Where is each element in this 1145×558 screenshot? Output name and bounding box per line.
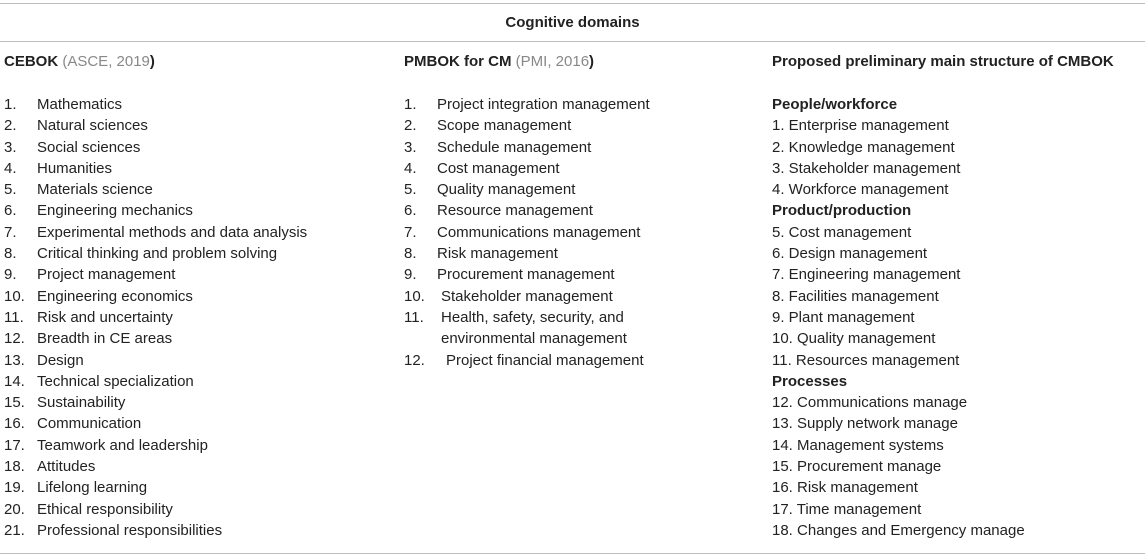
list-item xyxy=(404,328,754,349)
item-number: 1. xyxy=(4,96,17,113)
table-title: Cognitive domains xyxy=(505,14,640,31)
list-item xyxy=(4,222,384,243)
item-number: 5. xyxy=(404,181,417,199)
item-number: 12. xyxy=(404,351,425,369)
item-text: Critical thinking and problem solving xyxy=(37,245,278,263)
list-item xyxy=(4,286,384,307)
list-item xyxy=(404,243,754,264)
item-number: 10. xyxy=(404,287,425,305)
list-item: 18. Changes and Emergency manage xyxy=(772,521,1025,539)
item-number: 7. xyxy=(4,223,17,241)
group-heading: People/workforce xyxy=(772,96,898,113)
item-text: Health, safety, security, and xyxy=(441,308,624,326)
column-header-name: PMBOK for CM xyxy=(404,53,512,70)
list-item: 2. Knowledge management xyxy=(772,138,955,156)
list-item: 5. Cost management xyxy=(772,223,912,241)
item-number: 11. xyxy=(404,308,424,326)
item-text: Professional responsibilities xyxy=(37,521,223,539)
item-text: Sustainability xyxy=(37,394,126,412)
group-heading: Product/production xyxy=(772,202,912,220)
item-text: Experimental methods and data analysis xyxy=(37,223,308,241)
item-text: Cost management xyxy=(437,159,560,177)
list-item xyxy=(404,158,754,179)
item-number: 13. xyxy=(4,351,25,369)
item-number: 2. xyxy=(4,117,17,135)
list-item: 9. Plant management xyxy=(772,308,915,326)
citation-link[interactable]: ASCE, 2019 xyxy=(67,53,150,70)
list-item: 10. Quality management xyxy=(772,330,936,348)
list-item xyxy=(404,307,754,328)
item-text: Quality management xyxy=(437,181,576,199)
list-item: 1. Enterprise management xyxy=(772,117,949,135)
item-text: Ethical responsibility xyxy=(37,500,173,518)
column-header-name: CEBOK xyxy=(4,53,59,70)
list-item xyxy=(4,179,384,200)
list-item xyxy=(4,350,384,371)
list-item xyxy=(4,200,384,221)
top-rule xyxy=(0,3,1145,4)
item-number: 5. xyxy=(4,181,17,199)
pmbok-list xyxy=(404,94,754,371)
item-text: Natural sciences xyxy=(37,117,148,135)
list-item xyxy=(4,435,384,456)
item-text: Scope management xyxy=(437,117,572,135)
item-text: Stakeholder management xyxy=(441,287,613,305)
group-heading: Processes xyxy=(772,372,848,390)
list-item: 14. Management systems xyxy=(772,436,944,454)
list-item: 3. Stakeholder management xyxy=(772,159,961,177)
list-item xyxy=(4,328,384,349)
item-number: 10. xyxy=(4,287,25,305)
list-item: 16. Risk management xyxy=(772,479,918,497)
column-header-pmbok xyxy=(404,53,594,70)
item-number: 6. xyxy=(404,202,417,220)
list-item xyxy=(4,456,384,477)
item-text: Resource management xyxy=(437,202,593,220)
item-number: 6. xyxy=(4,202,17,220)
item-number: 1. xyxy=(404,96,417,113)
item-number: 18. xyxy=(4,458,25,476)
item-number: 17. xyxy=(4,436,25,454)
list-item: 7. Engineering management xyxy=(772,266,961,284)
item-number: 14. xyxy=(4,372,25,390)
list-item xyxy=(404,179,754,200)
item-text: Procurement management xyxy=(437,266,615,284)
list-item xyxy=(4,392,384,413)
item-text: Engineering economics xyxy=(37,287,193,305)
item-text: Project management xyxy=(37,266,176,284)
bottom-rule xyxy=(0,553,1145,554)
list-item: 8. Facilities management xyxy=(772,287,939,305)
list-item xyxy=(404,137,754,158)
list-item xyxy=(4,371,384,392)
item-number: 9. xyxy=(404,266,417,284)
item-text: Risk and uncertainty xyxy=(37,308,173,326)
list-item xyxy=(404,264,754,285)
citation-close: ) xyxy=(589,53,595,70)
item-text: Communication xyxy=(37,415,142,433)
item-number: 11. xyxy=(4,308,24,326)
list-item xyxy=(404,350,754,371)
item-text: Breadth in CE areas xyxy=(37,330,173,348)
list-item: 4. Workforce management xyxy=(772,181,949,199)
item-number: 4. xyxy=(404,159,417,177)
item-number: 15. xyxy=(4,394,25,412)
item-text: Mathematics xyxy=(37,96,123,113)
list-item xyxy=(4,477,384,498)
item-number: 9. xyxy=(4,266,17,284)
list-item xyxy=(4,520,384,541)
cmbok-list xyxy=(772,94,1142,541)
list-item xyxy=(404,222,754,243)
item-number: 4. xyxy=(4,159,17,177)
column-header-cmbok: Proposed preliminary main structure of CMBOK xyxy=(772,53,1114,70)
list-item xyxy=(4,158,384,179)
list-item xyxy=(4,243,384,264)
item-number: 20. xyxy=(4,500,25,518)
list-item xyxy=(4,94,384,115)
item-text: Schedule management xyxy=(437,138,592,156)
item-text: Teamwork and leadership xyxy=(37,436,208,454)
item-text: Engineering mechanics xyxy=(37,202,193,220)
item-text: environmental management xyxy=(441,330,627,348)
header-rule xyxy=(0,41,1145,42)
item-number: 3. xyxy=(4,138,17,156)
item-text: Project integration management xyxy=(437,96,650,113)
list-item xyxy=(4,137,384,158)
citation-open: ( xyxy=(511,53,521,70)
list-item xyxy=(404,115,754,136)
item-text: Materials science xyxy=(37,181,153,199)
item-text: Attitudes xyxy=(37,458,96,476)
citation-open: ( xyxy=(58,53,68,70)
list-item xyxy=(4,499,384,520)
item-number: 8. xyxy=(404,245,417,263)
item-number: 16. xyxy=(4,415,25,433)
list-item xyxy=(404,286,754,307)
item-number: 7. xyxy=(404,223,417,241)
list-item: 17. Time management xyxy=(772,500,922,518)
cebok-list xyxy=(4,94,384,541)
item-number: 3. xyxy=(404,138,417,156)
item-number: 21. xyxy=(4,521,25,539)
item-number: 19. xyxy=(4,479,25,497)
citation-close: ) xyxy=(149,53,155,70)
item-text: Technical specialization xyxy=(37,372,194,390)
item-text: Lifelong learning xyxy=(37,479,148,497)
list-item: 6. Design management xyxy=(772,245,928,263)
list-item: 11. Resources management xyxy=(772,351,960,369)
list-item: 15. Procurement manage xyxy=(772,458,942,476)
item-number: 12. xyxy=(4,330,25,348)
item-text: Design xyxy=(37,351,84,369)
item-text: Risk management xyxy=(437,245,558,263)
item-text: Project financial management xyxy=(446,351,644,369)
list-item xyxy=(4,264,384,285)
list-item xyxy=(4,115,384,136)
list-item xyxy=(404,94,754,115)
list-item xyxy=(404,200,754,221)
item-number: 8. xyxy=(4,245,17,263)
list-item xyxy=(4,307,384,328)
citation-link[interactable]: PMI, 2016 xyxy=(520,53,590,70)
column-header-cebok xyxy=(4,53,155,70)
list-item: 13. Supply network manage xyxy=(772,415,958,433)
list-item: 12. Communications manage xyxy=(772,394,968,412)
item-number: 2. xyxy=(404,117,417,135)
item-text: Social sciences xyxy=(37,138,141,156)
list-item xyxy=(4,413,384,434)
item-text: Humanities xyxy=(37,159,113,177)
item-text: Communications management xyxy=(437,223,641,241)
